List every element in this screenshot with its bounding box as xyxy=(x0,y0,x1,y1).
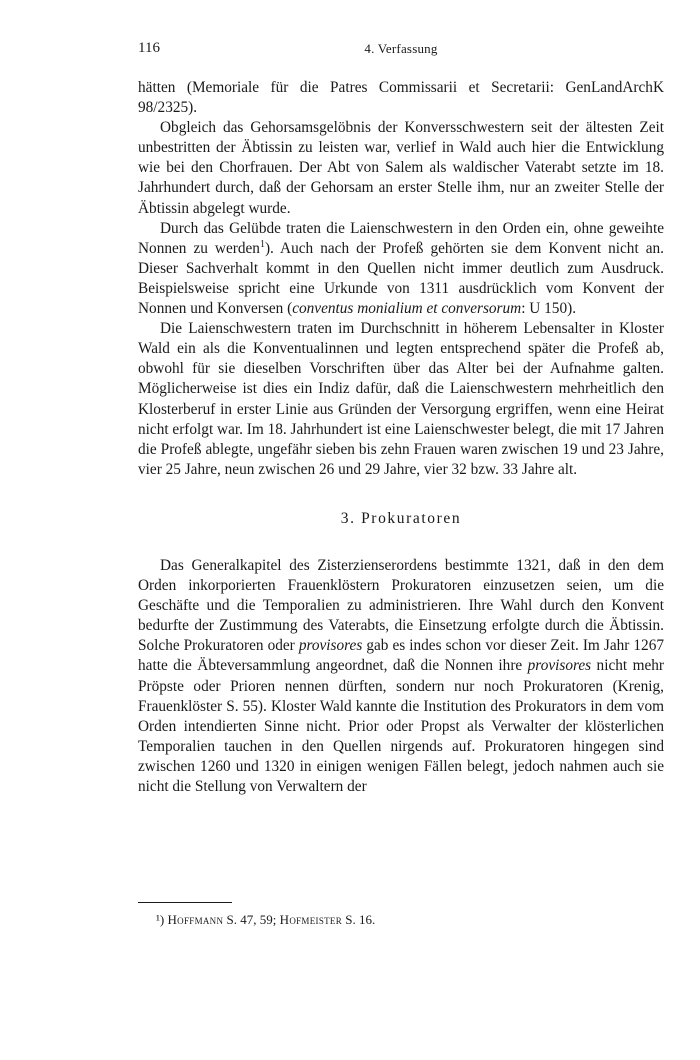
page-number: 116 xyxy=(138,40,160,56)
section-heading: 3. Prokuratoren xyxy=(340,509,462,527)
footnote-ref-2: S. 16. xyxy=(342,912,376,927)
footnote-author-2: Hofmeister xyxy=(279,912,343,927)
footnote-reference: 1 xyxy=(259,238,265,250)
section-text-c: nicht mehr Pröpste oder Prioren nennen dürften, sondern nur noch Prokuratoren (Krenig, Frauenklöster S. 55). Kloster Wald kannte die Institution des Prokurators in dem vom Orden intendierten Sinne nicht. Prior oder Propst als Verwalter der klösterlichen Temporalien tauchen in den Quellen nirgends auf. Prokuratoren hingegen sind zwischen 1260 und 1320 in einigen wenigen Fällen belegt, jedoch nahmen auch sie nicht die Stellung von Verwaltern der xyxy=(138,657,664,795)
paragraph-2: Obgleich das Gehorsamsgelöbnis der Konversschwestern seit der ältesten Zeit unbestritten der Äbtissin zu leisten war, verlief in Wald auch hier die Entwicklung wie bei den Chorfrauen. Der Abt von Salem als waldischer Vaterabt setzte im 18. Jahrhundert durch, daß der Gehorsam an erster Stelle ihm, nur an zweiter Stelle der Äbtissin abgelegt wurde. xyxy=(138,119,664,217)
running-head: 4. Verfassung xyxy=(364,41,438,56)
footnote-ref-1: S. 47, 59; xyxy=(223,912,280,927)
paragraph-3 xyxy=(138,219,664,319)
paragraph-4: Die Laienschwestern traten im Durchschnitt in höherem Lebensalter in Kloster Wald ein als die Konventualinnen und legten entsprechend später die Profeß ab, obwohl für sie dieselben Vorschriften über das Alter bei der Aufnahme galten. Möglicherweise ist dies ein Indiz dafür, daß die Laienschwestern mehrheitlich den Klosterberuf in erster Linie aus Gründen der Versorgung ergriffen, wenn eine Heirat nicht erfolgt war. Im 18. Jahrhundert ist eine Laienschwester belegt, die mit 17 Jahren die Profeß ablegte, ungefähr sieben bis zehn Frauen waren zwischen 19 und 23 Jahre, vier 25 Jahre, neun zwischen 26 und 29 Jahre, vier 32 bzw. 33 Jahre alt. xyxy=(138,320,664,478)
paragraph-3-text-b: ). Auch nach der Profeß gehörten sie dem Konvent nicht an. Dieser Sachverhalt kommt in den Quellen nicht immer deutlich zum Ausdruck. Beispielsweise spricht eine Urkunde von 1311 ausdrücklich vom Konvent der Nonnen und Konversen ( xyxy=(138,239,664,318)
main-text xyxy=(138,78,664,797)
latin-quote: conventus monialium et conversorum xyxy=(292,300,522,318)
footnote-marker: ¹) xyxy=(156,912,165,927)
latin-term-provisores-1: provisores xyxy=(298,637,363,655)
page-header xyxy=(138,40,664,64)
section-text-b: gab es indes schon vor dieser Zeit. Im Jahr 1267 hatte die Äbteversammlung angeordnet, daß die Nonnen ihre xyxy=(138,637,664,675)
paragraph-1: hätten (Memoriale für die Patres Commissarii et Secretarii: GenLandArchK 98/2325). xyxy=(138,79,664,117)
footnote xyxy=(156,911,664,929)
footnote-divider xyxy=(138,902,232,903)
section-paragraph-1 xyxy=(138,556,664,797)
paragraph-3-text-c: : U 150). xyxy=(521,300,577,318)
paragraph-3-text-a: Durch das Gelübde traten die Laienschwestern in den Orden ein, ohne geweihte Nonnen zu werden xyxy=(138,219,664,257)
footnote-author-1: Hoffmann xyxy=(167,912,224,927)
latin-term-provisores-2: provisores xyxy=(527,657,592,675)
section-text-a: Das Generalkapitel des Zisterzienserordens bestimmte 1321, daß in den dem Orden inkorporierten Frauenklöstern Prokuratoren einzusetzen seien, um die Geschäfte und die Temporalien zu administrieren. Ihre Wahl durch den Konvent bedurfte der Zustimmung des Vaterabts, die Einsetzung erfolgte durch die Äbtissin. Solche Prokuratoren oder xyxy=(138,556,664,655)
